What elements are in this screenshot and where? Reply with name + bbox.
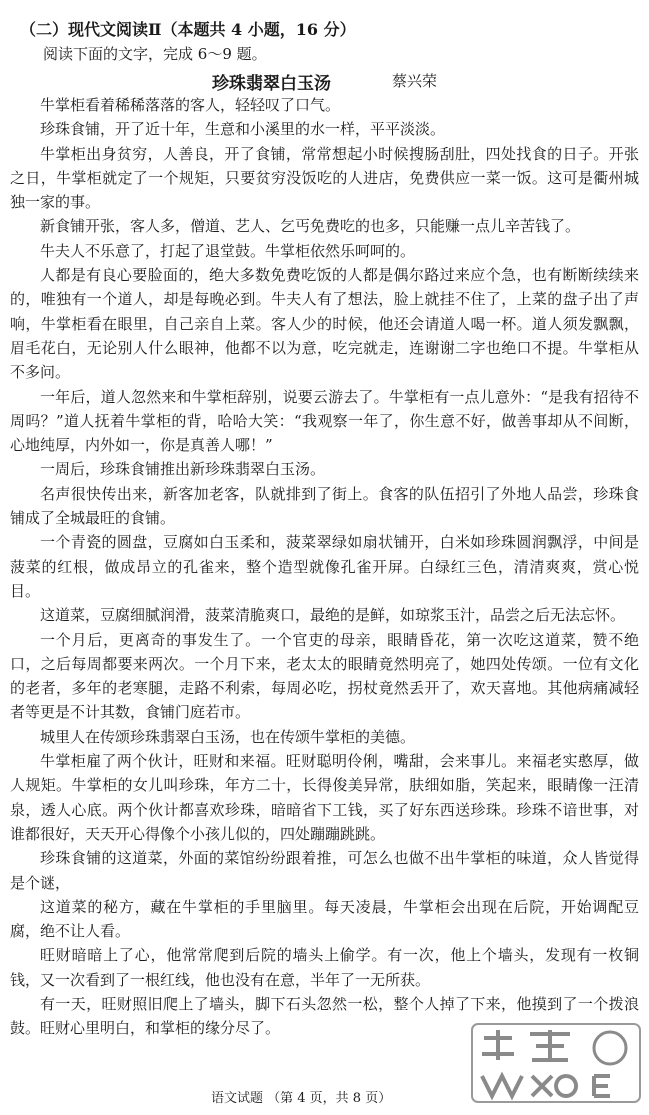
article-body xyxy=(10,93,639,1041)
article-title: 珍珠翡翠白玉汤 xyxy=(212,74,331,94)
paragraph: 牛掌柜看着稀稀落落的客人，轻轻叹了口气。 xyxy=(40,96,341,114)
section-header: （二）现代文阅读Ⅱ（本题共 4 小题，16 分） xyxy=(20,20,356,39)
paragraph: 一周后，珍珠食铺推出新珍珠翡翠白玉汤。 xyxy=(40,460,326,479)
paragraph: 人都是有良心要脸面的，绝大多数免费吃饭的人都是偶尔路过来应个急，也有断断续续来的，唯独有一个道人，却是每晚必到。牛夫人有了想法，脸上就挂不住了，上菜的盘子出了声响，牛掌柜看在眼里，自己亲自上菜。客人少的时候，他还会请道人喝一杯。道人须发飘飘，眉毛花白，无论别人什么眼神，他都不以为意，吃完就走，连谢谢二字也绝口不提。牛掌柜从不多问。 xyxy=(10,266,639,382)
paragraph: 旺财暗暗上了心，他常常爬到后院的墙头上偷学。有一次，他上个墙头，发现有一枚铜钱，又一次看到了一根红线，他也没有在意，半年了一无所获。 xyxy=(10,946,639,989)
paragraph: 牛夫人不乐意了，打起了退堂鼓。牛掌柜依然乐呵呵的。 xyxy=(40,241,416,260)
paragraph: 珍珠食铺的这道菜，外面的菜馆纷纷跟着推，可怎么也做不出牛掌柜的味道，众人皆觉得是个谜， xyxy=(10,849,639,892)
paragraph: 牛掌柜雇了两个伙计，旺财和来福。旺财聪明伶俐，嘴甜，会来事儿。来福老实憨厚，做人规矩。牛掌柜的女儿叫珍珠，年方二十，长得俊美异常，肤细如脂，笑起来，眼睛像一汪清泉，透人心底。两个伙计都喜欢珍珠，暗暗省下工钱，买了好东西送珍珠。珍珠不谙世事，对谁都很好，天天开心得像个小孩儿似的，四处蹦蹦跳跳。 xyxy=(10,752,639,843)
paragraph: 一年后，道人忽然来和牛掌柜辞别，说要云游去了。牛掌柜有一点儿意外：“是我有招待不周吗？”道人抚着牛掌柜的背，哈哈大笑：“我观察一年了，你生意不好，做善事却从不间断，心地纯厚，内外如一，你是真善人哪！” xyxy=(10,387,639,455)
paragraph: 名声很快传出来，新客加老客，队就排到了街上。食客的队伍招引了外地人品尝，珍珠食铺成了全城最旺的食铺。 xyxy=(10,484,639,528)
paragraph: 新食铺开张，客人多，僧道、艺人、乞丐免费吃的也多，只能赚一点儿辛苦钱了。 xyxy=(40,217,581,236)
paragraph: 牛掌柜出身贫穷，人善良，开了食铺，常常想起小时候搜肠刮肚，四处找食的日子。开张之日，牛掌柜就定了一个规矩，只要贫穷没饭吃的人进店，免费供应一菜一饭。这可是衢州城独一家的事。 xyxy=(10,144,639,212)
paragraph: 有一天，旺财照旧爬上了墙头，脚下石头忽然一松，整个人掉了下来，他摸到了一个拨浪鼓。旺财心里明白，和掌柜的缘分尽了。 xyxy=(10,994,639,1038)
site-logo xyxy=(470,1020,642,1106)
reading-instruction: 阅读下面的文字，完成 6～9 题。 xyxy=(43,45,267,63)
logo-graphic xyxy=(470,1020,642,1106)
paragraph: 城里人在传颂珍珠翡翠白玉汤，也在传颂牛掌柜的美德。 xyxy=(40,727,416,746)
paragraph: 珍珠食铺，开了近十年，生意和小溪里的水一样，平平淡淡。 xyxy=(40,120,446,139)
paragraph: 这道菜的秘方，藏在牛掌柜的手里脑里。每天凌晨，牛掌柜会出现在后院，开始调配豆腐，绝不让人看。 xyxy=(10,897,639,941)
paragraph: 一个青瓷的圆盘，豆腐如白玉柔和，菠菜翠绿如扇状铺开，白米如珍珠圆润飘浮，中间是菠菜的红根，做成昂立的孔雀来，整个造型就像孔雀开屏。白绿红三色，清清爽爽，赏心悦目。 xyxy=(10,533,639,600)
article-author: 蔡兴荣 xyxy=(392,72,438,90)
paragraph: 这道菜，豆腐细腻润滑，菠菜清脆爽口，最绝的是鲜，如琼浆玉汁，品尝之后无法忘怀。 xyxy=(40,606,626,625)
page-footer: 语文试题 （第 4 页，共 8 页） xyxy=(211,1091,392,1106)
paragraph: 一个月后，更离奇的事发生了。一个官吏的母亲，眼睛昏花，第一次吃这道菜，赞不绝口，之后每周都要来两次。一个月下来，老太太的眼睛竟然明亮了，她四处传颂。一位有文化的老者，多年的老寒腿，走路不利索，每周必吃，拐杖竟然丢开了，欢天喜地。其他病痛减轻者等更是不计其数，食铺门庭若市。 xyxy=(10,630,639,722)
